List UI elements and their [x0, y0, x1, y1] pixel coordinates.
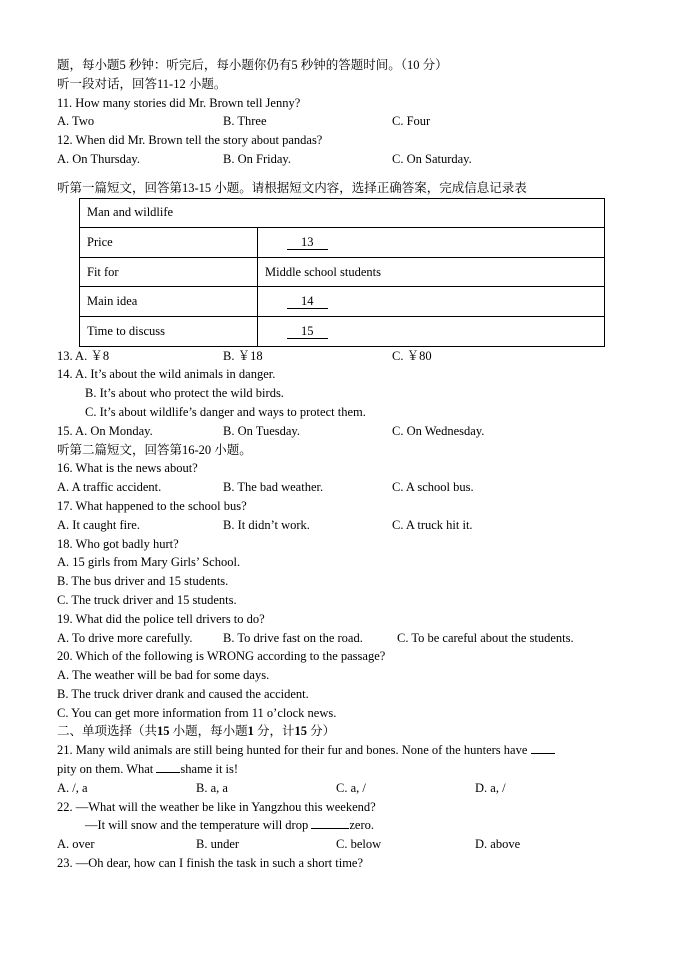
q14-option-c: C. It’s about wildlife’s danger and ways to protect them. [85, 404, 366, 419]
q17-options [57, 516, 647, 535]
q21-blank-2 [156, 760, 180, 773]
table-row [80, 287, 605, 317]
blank-15: 15 [287, 325, 328, 339]
q21-blank-1 [531, 741, 555, 754]
info-record-table [79, 198, 605, 347]
q15-option-c: C. On Wednesday. [392, 423, 485, 438]
q21-line2: pity on them. What shame it is! [57, 762, 239, 777]
q22-option-a: A. over [57, 837, 95, 852]
table-row [80, 316, 605, 346]
q13-options [57, 347, 647, 366]
blank-13: 13 [287, 236, 328, 250]
q22-option-b: B. under [196, 837, 240, 852]
q21-option-b: B. a, a [196, 780, 228, 795]
q14-option-a: 14. A. It’s about the wild animals in danger. [57, 367, 276, 382]
q20-stem: 20. Which of the following is WRONG according to the passage? [57, 649, 386, 664]
q19-option-b: B. To drive fast on the road. [223, 630, 363, 645]
q17-stem: 17. What happened to the school bus? [57, 498, 247, 513]
section2-heading: 二、单项选择（共15 小题，每小题1 分，计15 分） [57, 724, 336, 739]
q22-options [57, 835, 647, 854]
q21-option-d: D. a, / [475, 780, 506, 795]
q17-option-b: B. It didn’t work. [223, 517, 310, 532]
q16-stem: 16. What is the news about? [57, 461, 198, 476]
q22-option-d: D. above [475, 837, 521, 852]
q12-options [57, 150, 647, 169]
q11-option-b: B. Three [223, 114, 267, 129]
q11-option-c: C. Four [392, 114, 431, 129]
q19-option-c: C. To be careful about the students. [397, 630, 574, 645]
q19-options [57, 629, 647, 648]
table-value-main-idea [258, 287, 605, 317]
q18-option-b: B. The bus driver and 15 students. [57, 574, 229, 589]
table-value-fit-for: Middle school students [258, 257, 605, 287]
q22-option-c: C. below [336, 837, 382, 852]
q13-option-b: B. ￥18 [223, 348, 263, 363]
q20-option-a: A. The weather will be bad for some days. [57, 668, 270, 683]
q22-line1: 22. —What will the weather be like in Yangzhou this weekend? [57, 799, 376, 814]
q19-stem: 19. What did the police tell drivers to do? [57, 611, 265, 626]
table-row [80, 257, 605, 287]
q22-blank [311, 816, 349, 829]
q15-option-b: B. On Tuesday. [223, 423, 300, 438]
passage1-instruction: 听第一篇短文，回答第13-15 小题。请根据短文内容，选择正确答案，完成信息记录表 [57, 180, 527, 195]
q21-option-a: A. /, a [57, 780, 88, 795]
table-label-main-idea: Main idea [80, 287, 258, 317]
q12-option-b: B. On Friday. [223, 151, 291, 166]
q20-option-b: B. The truck driver drank and caused the accident. [57, 686, 309, 701]
q13-option-a: 13. A. ￥8 [57, 348, 110, 363]
q16-option-c: C. A school bus. [392, 480, 474, 495]
q22-line2: —It will snow and the temperature will drop zero. [85, 818, 374, 833]
q11-options [57, 112, 647, 131]
q18-option-c: C. The truck driver and 15 students. [57, 592, 237, 607]
q15-options [57, 422, 647, 441]
q15-option-a: 15. A. On Monday. [57, 423, 153, 438]
blank-14: 14 [287, 295, 328, 309]
q13-option-c: C. ￥80 [392, 348, 432, 363]
intro-line: 题，每小题5 秒钟：听完后，每小题你仍有5 秒钟的答题时间。（10 分） [57, 58, 448, 72]
dialogue-instruction: 听一段对话，回答11-12 小题。 [57, 76, 227, 91]
table-title-row [80, 198, 605, 228]
q17-option-a: A. It caught fire. [57, 517, 140, 532]
table-title: Man and wildlife [80, 198, 605, 228]
q12-option-c: C. On Saturday. [392, 151, 472, 166]
q12-option-a: A. On Thursday. [57, 151, 140, 166]
q16-option-a: A. A traffic accident. [57, 480, 162, 495]
q21-line1: 21. Many wild animals are still being hunted for their fur and bones. None of the hunters have [57, 741, 647, 760]
q14-option-b: B. It’s about who protect the wild birds. [85, 386, 284, 401]
q17-option-c: C. A truck hit it. [392, 517, 473, 532]
table-value-time [258, 316, 605, 346]
q11-stem: 11. How many stories did Mr. Brown tell Jenny? [57, 95, 301, 110]
q16-options [57, 478, 647, 497]
q18-stem: 18. Who got badly hurt? [57, 536, 179, 551]
q18-option-a: A. 15 girls from Mary Girls’ School. [57, 555, 241, 570]
table-label-price: Price [80, 228, 258, 258]
q20-option-c: C. You can get more information from 11 o’clock news. [57, 705, 337, 720]
table-label-fit-for: Fit for [80, 257, 258, 287]
q11-option-a: A. Two [57, 114, 95, 129]
table-value-price [258, 228, 605, 258]
q12-stem: 12. When did Mr. Brown tell the story about pandas? [57, 133, 323, 148]
q21-option-c: C. a, / [336, 780, 366, 795]
q16-option-b: B. The bad weather. [223, 480, 324, 495]
table-row [80, 228, 605, 258]
exam-page [57, 56, 647, 873]
q19-option-a: A. To drive more carefully. [57, 630, 193, 645]
table-label-time: Time to discuss [80, 316, 258, 346]
passage2-instruction: 听第二篇短文，回答第16-20 小题。 [57, 442, 252, 457]
q23-line1: 23. —Oh dear, how can I finish the task in such a short time? [57, 856, 364, 871]
q21-options [57, 779, 647, 798]
